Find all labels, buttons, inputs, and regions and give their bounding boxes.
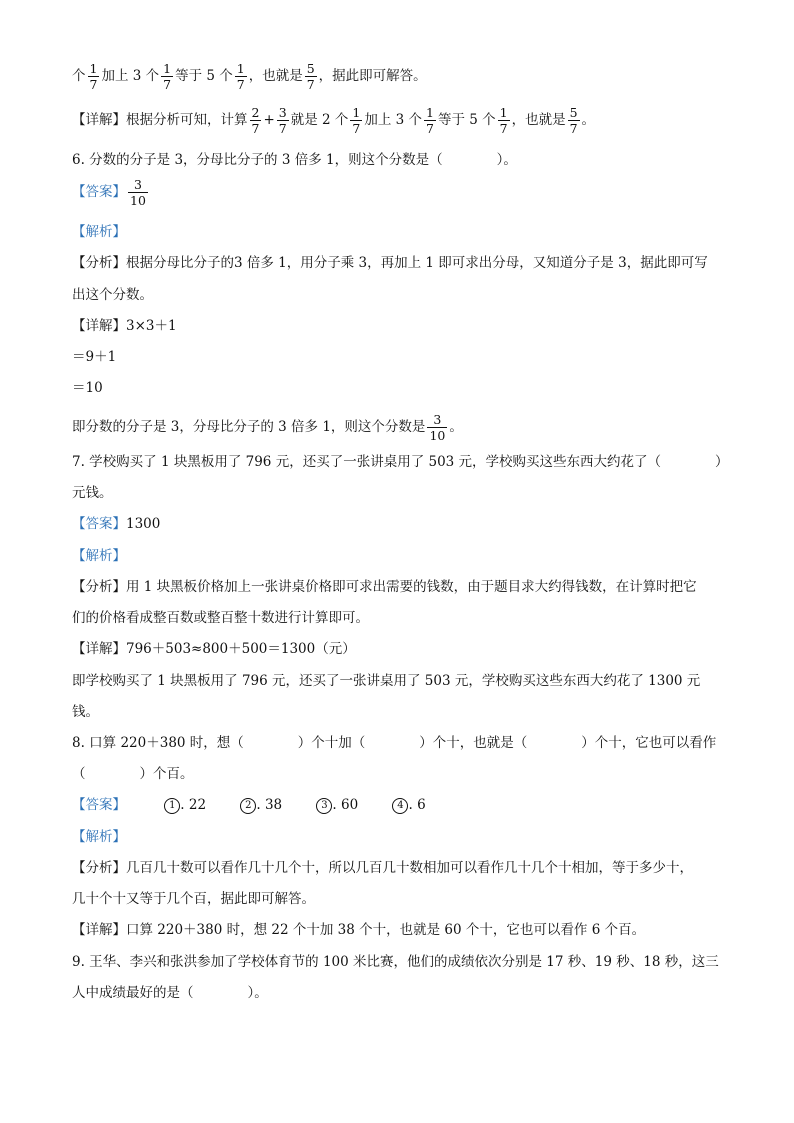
jiexi-tag: 【解析】 [72, 548, 126, 564]
answer-line [72, 178, 150, 207]
question-8-cont: （ ）个百。 [72, 766, 194, 782]
text-line: 个 $\frac{1}{7}$ 加上 3 个 $\frac{1}{7}$ 等于 5 个 $\frac{1}{7}$ ，也就是 $\frac{5}{7}$ ，据此即可解答。 [72, 61, 427, 93]
question-7: 7. 学校购买了 1 块黑板用了 796 元，还买了一张讲桌用了 503 元，学校购买这些东西大约花了（ ） [72, 454, 729, 470]
fraction: $\frac{3}{7}$ [278, 105, 287, 137]
fraction: $\frac{2}{7}$ [251, 105, 260, 137]
detail-line: 【详解】796＋503≈800＋500＝1300（元） [72, 641, 356, 657]
question-9: 9. 王华、李兴和张洪参加了学校体育节的 100 米比赛，他们的成绩依次分别是 17 秒、19 秒、18 秒，这三 [72, 954, 719, 970]
detail-line: 【详解】3×3＋1 [72, 318, 177, 334]
question-7-cont: 元钱。 [72, 485, 113, 501]
conclusion-line: 即分数的分子是 3，分母比分子的 3 倍多 1，则这个分数是 $\frac{3}{10}$ 。 [72, 412, 463, 444]
fraction: $\frac{1}{7}$ [163, 61, 172, 93]
analysis-line: 出这个分数。 [72, 287, 153, 303]
circled-number: 2 [240, 798, 256, 814]
answer-fraction: $\frac{3}{10}$ [130, 177, 146, 209]
question-8: 8. 口算 220＋380 时，想（ ）个十加（ ）个十，也就是（ ）个十，它也可以看作 [72, 735, 717, 751]
section-tag: 【详解】 [72, 112, 126, 129]
circled-number: 1 [164, 798, 180, 814]
analysis-line: 【分析】根据分母比分子的3 倍多 1，用分子乘 3，再加上 1 即可求出分母，又知道分子是 3，据此即可写 [72, 255, 708, 271]
jiexi-tag: 【解析】 [72, 829, 126, 845]
fraction: $\frac{1}{7}$ [499, 105, 508, 137]
answer-line: 【答案】 1 . 22 2 . 38 3 . 60 4 . 6 [72, 797, 426, 813]
analysis-line: 们的价格看成整百数或整百整十数进行计算即可。 [72, 610, 369, 626]
detail-line: 【详解】口算 220＋380 时，想 22 个十加 38 个十，也就是 60 个十，它也可以看作 6 个百。 [72, 922, 646, 938]
analysis-line: 几十个十又等于几个百，据此即可解答。 [72, 891, 315, 907]
fraction: $\frac{1}{7}$ [236, 61, 245, 93]
answer-tag: 【答案】 [72, 184, 126, 201]
question-9-cont: 人中成绩最好的是（ ）。 [72, 985, 268, 1001]
analysis-line: 【分析】用 1 块黑板价格加上一张讲桌价格即可求出需要的钱数，由于题目求大约得钱数，在计算时把它 [72, 579, 697, 595]
fraction: $\frac{3}{10}$ [429, 412, 446, 444]
calc-step: ＝10 [72, 380, 103, 396]
jiexi-tag: 【解析】 [72, 224, 126, 240]
answer-line: 【答案】1300 [72, 516, 161, 532]
circled-number: 4 [392, 798, 408, 814]
calc-step: ＝9＋1 [72, 349, 117, 365]
circled-number: 3 [316, 798, 332, 814]
fraction: $\frac{1}{7}$ [426, 105, 434, 137]
fraction: $\frac{5}{7}$ [569, 105, 578, 137]
fraction: $\frac{5}{7}$ [306, 61, 315, 93]
text-line: 【详解】根据分析可知，计算 $\frac{2}{7}$ + $\frac{3}{7}$ 就是 2 个 $\frac{1}{7}$ 加上 3 个 $\frac{1}{7}$ 等于 5 个 $\frac{1}{7}$ ，也就是 $\frac{5}{7}$ 。 [72, 105, 596, 137]
analysis-line: 【分析】几百几十数可以看作几十几个十，所以几百几十数相加可以看作几十几个十相加，等于多少十， [72, 860, 693, 876]
conclusion-line: 钱。 [72, 704, 99, 720]
fraction: $\frac{1}{7}$ [352, 105, 361, 137]
fraction: $\frac{1}{7}$ [89, 61, 98, 93]
text: 个 [72, 68, 86, 85]
conclusion-line: 即学校购买了 1 块黑板用了 796 元，还买了一张讲桌用了 503 元，学校购买这些东西大约花了 1300 元 [72, 673, 701, 689]
question-6: 6. 分数的分子是 3，分母比分子的 3 倍多 1，则这个分数是（ ）。 [72, 152, 517, 168]
